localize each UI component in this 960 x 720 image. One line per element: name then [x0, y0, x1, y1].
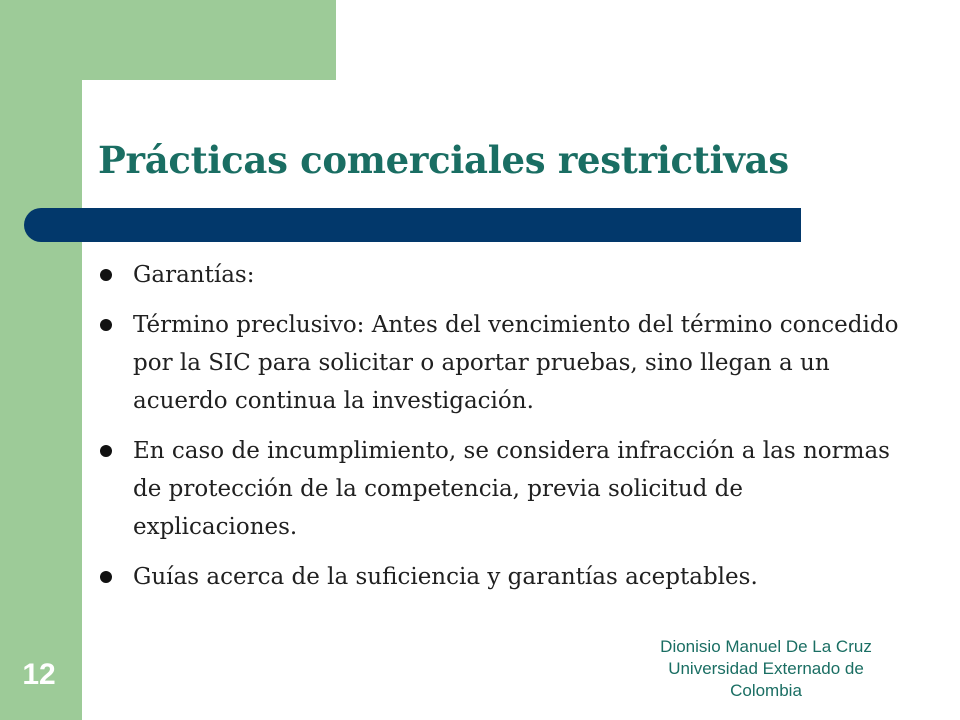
bullet-icon	[100, 445, 112, 457]
slide-number: 12	[22, 658, 56, 691]
footer-line-country: Colombia	[730, 681, 802, 700]
bullet-text: Término preclusivo: Antes del vencimiento del término concedido por la SIC para solicitar o aportar pruebas, sino llegan a un acuerdo continua la investigación.	[133, 312, 899, 414]
bullet-text: Guías acerca de la suficiencia y garantías aceptables.	[133, 564, 758, 590]
bullet-icon	[100, 571, 112, 583]
footer-line-university: Universidad Externado de	[668, 659, 864, 678]
bullet-icon	[100, 319, 112, 331]
list-item	[100, 558, 900, 596]
slide-title: Prácticas comerciales restrictivas	[98, 138, 789, 182]
list-item	[100, 432, 900, 546]
bullet-list	[100, 256, 900, 608]
bullet-icon	[100, 269, 112, 281]
footer-line-author: Dionisio Manuel De La Cruz	[660, 637, 872, 656]
bullet-text: En caso de incumplimiento, se considera infracción a las normas de protección de la competencia, previa solicitud de explicaciones.	[133, 438, 890, 540]
green-sidebar	[0, 0, 82, 720]
bullet-text: Garantías:	[133, 262, 255, 288]
title-underline-bar	[24, 208, 801, 242]
green-top-band	[0, 0, 336, 80]
footer-author	[636, 636, 896, 702]
list-item	[100, 256, 900, 294]
list-item	[100, 306, 900, 420]
